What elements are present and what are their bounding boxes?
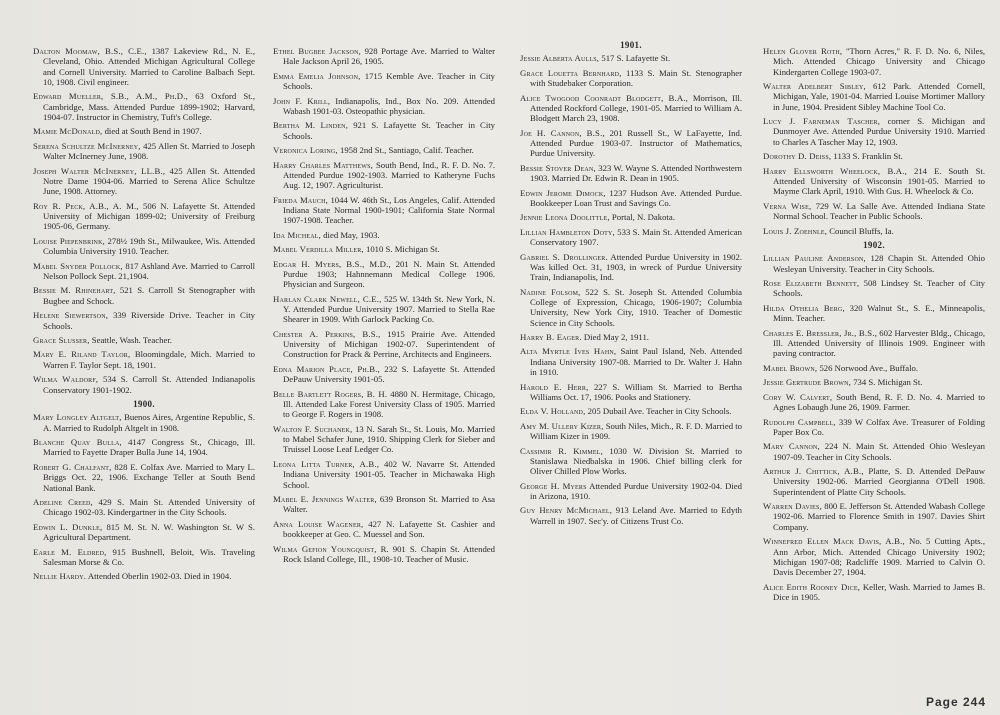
alumni-name: Cassimir R. Kimmel, <box>520 445 604 456</box>
alumni-details: 201 Russell St., W LaFayette, Ind. Attended Purdue 1903-07. Instructor of Mathematics, Purdue University. <box>530 127 742 159</box>
alumni-name: Nadine Folsom, <box>520 286 581 297</box>
alumni-details: South Bend, R. F. D. No. 4. Married to Agnes Lobaugh June 26, 1909. Farmer. <box>773 391 985 413</box>
alumni-details: 1133 S. Franklin St. <box>833 151 903 162</box>
alumni-details: Attended Oberlin 1902-03. Died in 1904. <box>87 571 232 582</box>
alumni-details: Died May 2, 1911. <box>583 332 649 342</box>
alumni-name: Mabel Verdilla Miller, <box>273 244 364 255</box>
alumni-details: 429 S. Main St. Attended University of Chicago 1902-03. Kindergartner in the City Schools. <box>43 496 255 518</box>
alumni-name: Grace Louetta Bernhard, <box>520 67 622 78</box>
alumni-name: Lucy J. Farneman Tascher, <box>763 116 881 127</box>
alumni-entry <box>520 481 742 502</box>
alumni-details: Morrison, Ill. Attended Rockford College, 1901-05. Married to William A. Blodgett March 23, 1908. <box>530 92 742 124</box>
alumni-name: Dorothy D. Deiss, <box>763 151 832 162</box>
alumni-details: 534 S. Carroll St. Attended Indianapolis Conservatory 1901-1902. <box>43 374 256 395</box>
alumni-entry <box>33 349 255 370</box>
alumni-entry <box>520 346 742 377</box>
alumni-name: Adeline Creed, <box>33 496 93 507</box>
alumni-name: Arthur J. Chittick, A.B., <box>763 466 864 477</box>
alumni-details: 339 Riverside Drive. Teacher in City Schools. <box>43 310 256 331</box>
alumni-entry <box>273 294 495 325</box>
alumni-name: Mabel E. Jennings Walter, <box>273 493 377 504</box>
alumni-entry <box>33 522 255 543</box>
alumni-name: Louise Piepenbrink, <box>33 235 105 246</box>
alumni-entry <box>273 494 495 515</box>
alumni-name: Harry Charles Matthews, <box>273 159 374 170</box>
alumni-entry <box>33 201 255 232</box>
alumni-name: Winnefred Ellen Mack Davis, A.B., <box>763 536 905 547</box>
alumni-details: Seattle, Wash. Teacher. <box>91 335 172 345</box>
alumni-name: Rose Elizabeth Bennett, <box>763 278 860 289</box>
alumni-name: Bertha M. Linden, <box>273 120 349 131</box>
alumni-entry <box>33 497 255 518</box>
alumni-entry <box>763 377 985 387</box>
alumni-details: 734 S. Michigan St. <box>853 377 923 388</box>
alumni-name: Harold E. Herr, <box>520 381 589 392</box>
alumni-details: 612 Park. Attended Cornell, Michigan, Yale, 1901-04. Married Louise Mortimer Mallory in June, 1904. President Sibley Machine Tool Co. <box>773 81 985 112</box>
alumni-details: 1133 S. Main St. Stenographer with Studebaker Corporation. <box>530 67 742 89</box>
alumni-details: 1387 Lakeview Rd., N. E., Cleveland, Ohio. Attended Michigan Agricultural College and Cornell University. Married to Caroline Balbach Sept. 10, 1908. Civil engineer. <box>43 46 255 87</box>
alumni-entry <box>520 421 742 442</box>
alumni-entry <box>520 163 742 184</box>
alumni-entry <box>520 287 742 328</box>
alumni-entry <box>273 259 495 290</box>
alumni-details: 915 Bushnell, Beloit, Wis. Traveling Salesman Morse & Co. <box>43 546 256 567</box>
alumni-details: 800 E. Jefferson St. Attended Wabash College 1902-06. Married to Florence Smith in 1907. Davies Shirt Company. <box>773 501 985 532</box>
alumni-details: corner S. Michigan and Dunmoyer Ave. Attended Purdue University 1910. Married to Charles A Tascher May 12, 1903. <box>773 116 985 147</box>
alumni-entry <box>763 278 985 299</box>
alumni-details: 1237 Hudson Ave. Attended Purdue. Bookkeeper Loan Trust and Savings Co. <box>530 187 742 208</box>
alumni-details: 517 S. Lafayette St. <box>601 53 671 64</box>
alumni-entry <box>273 364 495 385</box>
alumni-details: 1958 2nd St., Santiago, Calif. Teacher. <box>339 145 474 156</box>
alumni-name: Roy R. Peck, A.B., A. M., <box>33 200 139 211</box>
alumni-details: 639 Bronson St. Married to Asa Walter. <box>283 493 495 515</box>
alumni-entry <box>273 329 495 360</box>
alumni-details: 427 N. Lafayette St. Cashier and bookkeeper at Geo. C. Muessel and Son. <box>283 518 496 540</box>
alumni-name: Mabel Brown, <box>763 362 818 373</box>
alumni-details: 525 W. 134th St. New York, N. Y. Attended Purdue University 1907. Married to Stella Rae Shearer in 1909. With Garlock Packing Co. <box>283 293 495 325</box>
alumni-entry <box>273 195 495 226</box>
alumni-name: Warren Davies, <box>763 501 822 512</box>
alumni-details: Keller, Wash. Married to James B. Dice in 1905. <box>773 581 986 602</box>
class-year-heading: 1901. <box>620 40 642 50</box>
alumni-name: John F. Krill, <box>273 95 331 106</box>
alumni-details: 214 E. South St. Attended University of Wisconsin 1901-05. Married to Mayme Clark April, 1910. With Gus. H. Wheelock & Co. <box>773 165 985 197</box>
alumni-details: 817 Ashland Ave. Married to Carroll Nelson Pollock Sept. 21,1904. <box>43 260 256 281</box>
alumni-details: Council Bluffs, Ia. <box>829 225 894 236</box>
alumni-entry <box>763 441 985 462</box>
alumni-details: Bloomingdale, Mich. Married to Warren F. Taylor Sept. 18, 1901. <box>43 349 255 370</box>
alumni-name: Blanche Quay Bulla, <box>33 437 122 448</box>
page-number: Page 244 <box>925 695 986 709</box>
alumni-name: Mary Longley Altgelt, <box>33 412 122 423</box>
alumni-name: Alta Myrtle Ives Hahn, <box>520 346 617 357</box>
alumni-details: South Niles, Mich., R. F. D. Married to William Kizer in 1909. <box>530 420 742 442</box>
alumni-name: Hilda Othelia Berg, <box>763 302 845 313</box>
alumni-entry <box>273 459 495 490</box>
alumni-name: Mary Cannon, <box>763 441 820 452</box>
alumni-details: died at South Bend in 1907. <box>104 126 202 137</box>
alumni-name: Charles E. Bressler, Jr., B.S., <box>763 327 878 338</box>
alumni-entry <box>763 536 985 577</box>
alumni-entry <box>33 310 255 331</box>
alumni-name: Wilma Gefion Youngquist, <box>273 543 377 554</box>
alumni-details: 1915 Prairie Ave. Attended University of Michigan 1902-07. Superintendent of Construction for Prack & Perrine, Architects and Engineers. <box>283 328 495 360</box>
alumni-name: Dalton Moomaw, B.S., C.E., <box>33 46 147 56</box>
column-1 <box>33 46 255 586</box>
alumni-entry <box>520 227 742 248</box>
alumni-details: 63 Oxford St., Cambridge, Mass. Attended Purdue 1899-1902; Harvard, 1904-07. Instructor in Chemistry, Tuft's College. <box>43 91 255 122</box>
alumni-name: Elda V. Holland, <box>520 406 586 417</box>
alumni-name: Edward Mueller, S.B., A.M., Ph.D., <box>33 91 188 102</box>
class-year-heading: 1902. <box>863 240 885 251</box>
alumni-entry <box>273 160 495 191</box>
alumni-name: Amy M. Ullery Kizer, <box>520 420 604 431</box>
alumni-entry <box>763 466 985 497</box>
alumni-entry <box>33 437 255 458</box>
alumni-name: Robert G. Chalfant, <box>33 461 112 472</box>
alumni-details: 320 Walnut St., S. E., Minneapolis, Minn. Teacher. <box>773 302 985 324</box>
alumni-entry <box>520 252 742 283</box>
alumni-details: 526 Norwood Ave., Buffalo. <box>819 362 919 373</box>
alumni-details: 339 W Colfax Ave. Treasurer of Folding Paper Box Co. <box>773 416 986 437</box>
alumni-details: 729 W. La Salle Ave. Attended Indiana State Normal School. Teacher in Public Schools. <box>773 200 985 222</box>
alumni-name: Gabriel S. Drollinger. <box>520 251 608 262</box>
alumni-name: Joe H. Cannon, B.S., <box>520 127 605 138</box>
alumni-name: Cory W. Calvert, <box>763 391 833 402</box>
alumni-entry <box>33 285 255 306</box>
alumni-name: Ethel Bugbee Jackson, <box>273 46 361 56</box>
alumni-name: Veronica Loring, <box>273 145 338 156</box>
alumni-entry <box>520 68 742 89</box>
alumni-name: Earle M. Eldred, <box>33 546 107 557</box>
alumni-entry <box>520 212 742 222</box>
alumni-name: Nellie Hardy. <box>33 571 87 582</box>
alumni-entry <box>33 335 255 345</box>
alumni-details: Portal, N. Dakota. <box>611 212 675 223</box>
alumni-details: 4147 Congress St., Chicago, Ill. Married to Fayette Draper Bulla June 14, 1904. <box>43 437 255 458</box>
alumni-details: No. 5 Cutting Apts., Ann Arbor, Mich. Attended Chicago University 1902; Michigan 1907-08; Radcliffe 1909. Married to Calvin O. Davis December 27, 1904. <box>773 536 985 578</box>
alumni-details: 508 Lindsey St. Teacher of City Schools. <box>773 278 985 299</box>
alumni-entry <box>763 151 985 161</box>
alumni-details: 1010 S. Michigan St. <box>365 244 440 255</box>
alumni-details: 224 N. Main St. Attended Ohio Wesleyan 1907-09. Teacher in City Schools. <box>773 441 986 462</box>
alumni-entry <box>273 71 495 92</box>
alumni-name: Verna Wise, <box>763 200 812 211</box>
alumni-details: South Bend, Ind., R. F. D. No. 7. Attended Purdue 1902-1903. Married to Katheryne Fuchs Aug. 12, 1907. Agriculturist. <box>283 159 495 191</box>
alumni-name: Joseph Walter McInerney, LL.B., <box>33 165 166 176</box>
alumni-entry <box>520 446 742 477</box>
alumni-details: 928 Portage Ave. Married to Walter Hale Jackson April 26, 1905. <box>283 46 495 67</box>
alumni-entry <box>520 382 742 403</box>
alumni-details: 1030 W. Division St. Married to Stanislawa Niedbalska in 1906. Chief billing clerk for Oliver Chilled Plow Works. <box>530 445 743 477</box>
alumni-entry <box>520 93 742 124</box>
alumni-name: Belle Bartlett Rogers, B. H. <box>273 388 388 399</box>
alumni-details: 828 E. Colfax Ave. Married to Mary L. Briggs Oct. 22, 1906. Exchange Teller at South Bend National Bank. <box>43 461 255 493</box>
alumni-details: 521 S. Carroll St Stenographer with Bugbee and Schock. <box>43 285 255 306</box>
alumni-details: 4880 N. Hermitage, Chicago, Ill. Attended Lake Forest University Class of 1905. Married to George F. Rogers in 1908. <box>283 388 496 420</box>
alumni-entry <box>33 571 255 581</box>
alumni-entry <box>273 96 495 117</box>
alumni-entry <box>763 46 985 77</box>
alumni-name: Harry Ellsworth Wheelock, B.A., <box>763 165 908 176</box>
alumni-details: Attended Purdue University 1902-04. Died in Arizona, 1910. <box>530 480 742 501</box>
alumni-details: "Thorn Acres," R. F. D. No. 6, Niles, Mich. Attended Chicago University and Chicago Kindergarten College 1903-07. <box>773 46 986 77</box>
alumni-entry <box>763 582 985 603</box>
alumni-name: Leona Litta Turner, A.B., <box>273 458 380 469</box>
alumni-details: 425 Allen St. Married to Joseph Walter McInerney June, 1908. <box>43 140 256 162</box>
alumni-name: Edna Marion Place, Ph.B., <box>273 363 380 374</box>
column-3 <box>520 40 743 530</box>
alumni-name: Mary E. Riland Taylor, <box>33 349 131 360</box>
alumni-entry <box>273 544 495 565</box>
alumni-name: Edgar H. Myers, B.S., M.D., <box>273 258 391 269</box>
alumni-name: Louis J. Zoehnle, <box>763 225 828 236</box>
alumni-details: 128 Chapin St. Attended Ohio Wesleyan University. Teacher in City Schools. <box>773 253 985 274</box>
alumni-entry <box>763 116 985 147</box>
column-4 <box>763 46 985 606</box>
alumni-details: 232 S. Lafayette St. Attended DePauw University 1901-05. <box>283 363 495 385</box>
alumni-name: Walton F. Suchanek, <box>273 423 353 434</box>
alumni-name: Grace Slusser, <box>33 335 90 345</box>
alumni-name: Frieda Mauch, <box>273 194 329 205</box>
alumni-entry <box>33 374 255 395</box>
alumni-details: 533 S. Main St. Attended American Conservatory 1907. <box>530 226 742 248</box>
alumni-name: Harry B. Eager. <box>520 332 582 342</box>
alumni-details: 201 N. Main St. Attended Purdue 1903; Hahnnemann Medical College 1906. Physician and Surgeon. <box>283 258 496 290</box>
alumni-name: Alice Twogood Coonradt Blodgett, B.A., <box>520 92 689 103</box>
alumni-entry <box>33 46 255 87</box>
alumni-name: Guy Henry McMichael, <box>520 505 613 516</box>
alumni-name: Walter Adelbert Sibley, <box>763 81 866 92</box>
alumni-details: 602 Harvester Bldg., Chicago, Ill. Attended University of Illinois 1909. Engineer with paving contractor. <box>773 327 985 359</box>
alumni-name: Rudolph Campbell, <box>763 416 836 427</box>
alumni-name: Jessie Gertrude Brown, <box>763 377 852 388</box>
alumni-name: Chester A. Perkins, B.S., <box>273 328 381 339</box>
alumni-name: Anna Louise Wagener, <box>273 518 364 529</box>
alumni-entry <box>273 230 495 240</box>
alumni-name: Emma Emelia Johnson, <box>273 70 361 81</box>
alumni-entry <box>520 332 742 342</box>
alumni-name: Mabel Snyder Pollock, <box>33 260 123 271</box>
alumni-details: Saint Paul Island, Neb. Attended Indiana University 1907-08. Married to Dr. Walter J. Hahn in 1910. <box>530 346 742 378</box>
alumni-details: Platte, S. D. Attended DePauw University 1902-06. Married Georgianna O'Dell 1908. Superintendent of Platte City Schools. <box>773 466 986 497</box>
alumni-entry <box>763 417 985 438</box>
alumni-name: Serena Schultze McInerney, <box>33 140 141 151</box>
alumni-entry <box>763 392 985 413</box>
alumni-entry <box>33 166 255 197</box>
alumni-details: 815 M. St. N. W. Washington St. W S. Agricultural Department. <box>43 521 256 543</box>
alumni-entry <box>520 188 742 209</box>
alumni-name: Harlan Clark Newell, C.E., <box>273 293 382 304</box>
alumni-entry <box>763 501 985 532</box>
alumni-name: Mamie McDonald, <box>33 126 103 137</box>
alumni-entry <box>33 141 255 162</box>
alumni-name: Helen Glover Roth, <box>763 46 843 56</box>
alumni-entry <box>273 145 495 155</box>
alumni-entry <box>33 91 255 122</box>
alumni-name: Bessie Stover Dean, <box>520 162 596 173</box>
alumni-name: Edwin Jerome Dimock, <box>520 187 606 198</box>
alumni-details: 1715 Kemble Ave. Teacher in City Schools. <box>283 70 495 92</box>
alumni-entry <box>33 126 255 136</box>
alumni-entry <box>33 236 255 257</box>
alumni-details: 205 Dubail Ave. Teacher in City Schools. <box>587 406 732 417</box>
alumni-name: Lillian Hambleton Doty, <box>520 226 615 237</box>
alumni-entry <box>273 519 495 540</box>
alumni-details: Attended Purdue University in 1902. Was killed Oct. 31, 1903, in wreck of Purdue University Train, Indianapolis, Ind. <box>530 251 742 283</box>
alumni-entry <box>763 166 985 197</box>
class-year-heading: 1900. <box>133 399 155 410</box>
alumni-name: Jennie Leona Doolittle, <box>520 212 610 223</box>
alumni-details: died May, 1903. <box>323 229 380 240</box>
alumni-details: R. 901 S. Chapin St. Attended Rock Island College, Ill., 1908-10. Teacher of Music. <box>283 543 495 564</box>
alumni-entry <box>273 120 495 141</box>
alumni-name: Helene Siewertson, <box>33 310 109 321</box>
alumni-entry <box>520 128 742 159</box>
alumni-entry <box>763 226 985 236</box>
alumni-details: 1044 W. 46th St., Los Angeles, Calif. Attended Indiana State Normal 1900-1901; California State Normal 1907-1908. Teacher. <box>283 194 495 226</box>
alumni-entry <box>273 46 495 67</box>
alumni-details: 425 Allen St. Attended Notre Dame 1904-06. Married to Serena Alice Schultze June, 1908. Attorney. <box>43 165 255 197</box>
alumni-entry <box>520 406 742 416</box>
alumni-entry <box>763 201 985 222</box>
alumni-name: Ida Micheal, <box>273 229 322 240</box>
alumni-entry <box>273 244 495 254</box>
alumni-name: Alice Edith Rooney Dice, <box>763 581 861 592</box>
alumni-name: Wilma Waldorf, <box>33 374 99 385</box>
alumni-details: 402 W. Navarre St. Attended Indiana University 1901-05. Teacher in Michawaka High School. <box>283 458 496 490</box>
alumni-details: Buenos Aires, Argentine Republic, S. A. Married to Rudolph Altgelt in 1908. <box>43 412 255 433</box>
alumni-details: 506 N. Lafayette St. Attended University of Michigan 1899-02; University of Freiburg 1905-06, Germany. <box>43 200 255 232</box>
alumni-details: 278½ 19th St., Milwaukee, Wis. Attended Columbia University 1910. Teacher. <box>43 235 256 257</box>
alumni-entry <box>763 328 985 359</box>
alumni-details: 913 Leland Ave. Married to Edyth Warrell in 1907. Sec'y. of Citizens Trust Co. <box>530 505 742 526</box>
alumni-entry <box>33 412 255 433</box>
alumni-entry <box>33 462 255 493</box>
alumni-entry <box>520 53 742 63</box>
alumni-name: Bessie M. Rhinehart, <box>33 285 116 296</box>
alumni-details: 921 S. Lafayette St. Teacher in City Schools. <box>283 120 496 141</box>
alumni-entry <box>763 303 985 324</box>
alumni-entry <box>763 363 985 373</box>
alumni-name: Jessie Alberta Aulls, <box>520 53 600 64</box>
alumni-details: 227 S. William St. Married to Bertha Williams Oct. 17, 1906. Pooks and Stationery. <box>530 381 743 402</box>
alumni-entry <box>33 261 255 282</box>
alumni-details: Indianapolis, Ind., Box No. 209. Attended Wabash 1901-03. Osteopathic physician. <box>283 95 496 116</box>
column-2 <box>273 46 495 568</box>
alumni-details: 13 N. Sarah St., St. Louis, Mo. Married to Mabel Schafer June, 1910. Shipping Clerk for Sieber and Truissel Loose Leaf Ledger Co. <box>283 423 496 455</box>
alumni-name: Edwin L. Dunkle, <box>33 521 103 532</box>
alumni-entry <box>520 505 742 526</box>
alumni-entry <box>273 424 495 455</box>
alumni-entry <box>763 81 985 112</box>
alumni-entry <box>273 389 495 420</box>
alumni-entry <box>33 547 255 568</box>
alumni-name: Lillian Pauline Anderson, <box>763 253 866 264</box>
alumni-details: 323 W. Wayne S. Attended Northwestern 1903. Married Dr. Edwin R. Dean in 1905. <box>530 162 742 184</box>
alumni-name: George H. Myers <box>520 480 587 491</box>
alumni-details: 522 S. St. Joseph St. Attended Columbia College of Expression, Chicago, 1906-1907; Columbia University, New York City, 1910. Teacher of Domestic Science in City Schools. <box>530 286 742 328</box>
alumni-entry <box>763 253 985 274</box>
